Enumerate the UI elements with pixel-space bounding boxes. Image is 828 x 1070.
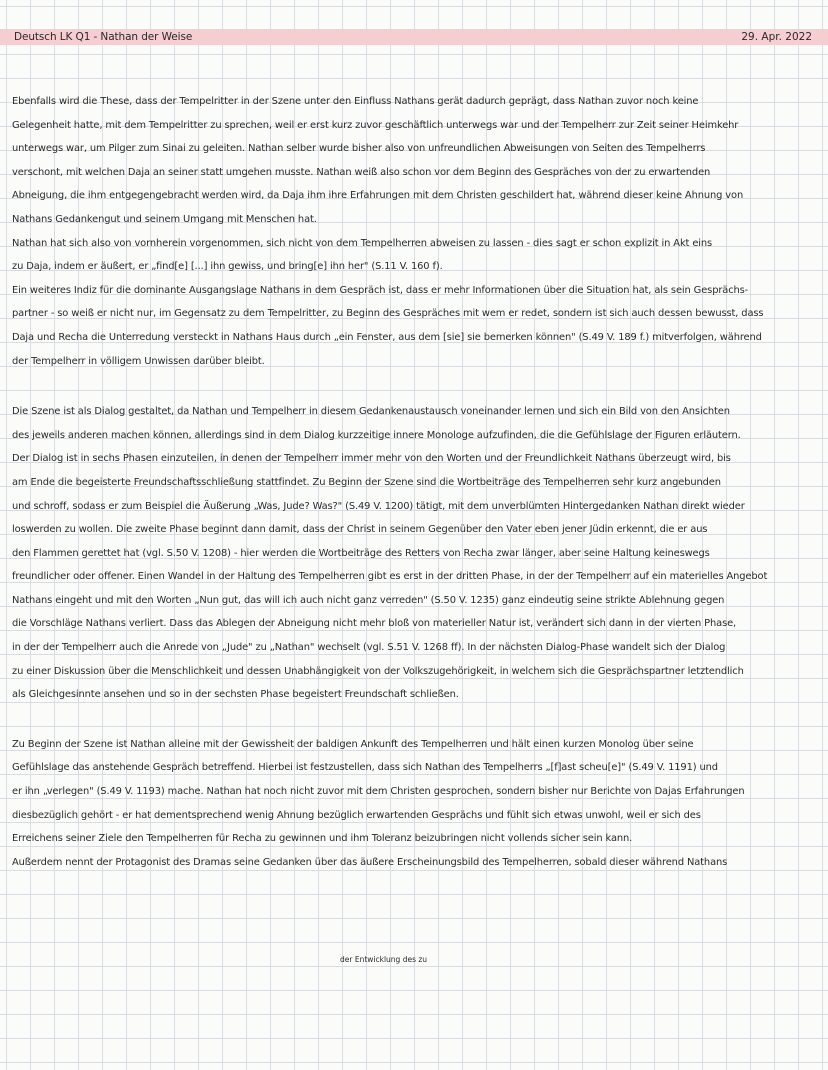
- text-line: Nathans Gedankengut und seinem Umgang mit Menschen hat.: [12, 213, 317, 225]
- text-line: Die Szene ist als Dialog gestaltet, da Nathan und Tempelherr in diesem Gedankenaustausch voneinander lernen und sich ein Bild von den Ansichten: [12, 406, 730, 418]
- text-line: der Tempelherr in völligem Unwissen darüber bleibt.: [12, 355, 265, 367]
- text-line: Daja und Recha die Unterredung versteckt in Nathans Haus durch „ein Fenster, aus dem [sie] sie bemerken können" (S.49 V. 189 f.) mitverfolgen, während: [12, 331, 762, 343]
- text-line: Der Dialog ist in sechs Phasen einzuteilen, in denen der Tempelherr immer mehr von den Worten und der Freundlichkeit Nathans überzeugt wird, bis: [12, 453, 731, 465]
- paragraph-gap: [12, 373, 818, 400]
- text-line: Erreichens seiner Ziele den Tempelherren für Recha zu gewinnen und ihm Toleranz beizubringen nicht vollends sicher sein kann.: [12, 833, 633, 845]
- text-line: verschont, mit welchen Daja an seiner statt umgehen musste. Nathan weiß also schon vor dem Beginn des Gespräches von der zu erwartenden: [12, 166, 711, 178]
- text-line: des jeweils anderen machen können, allerdings sind in dem Dialog kurzzeitige innere Monologe aufzufinden, die die Gefühlslage der Figuren erläutern.: [12, 429, 741, 441]
- paragraph: [12, 733, 818, 875]
- essay-body: [12, 90, 818, 874]
- paragraph: [12, 232, 818, 279]
- text-line: Zu Beginn der Szene ist Nathan alleine mit der Gewissheit der baldigen Ankunft des Tempelherren und hält einen kurzen Monolog über seine: [12, 738, 694, 750]
- text-line: zu einer Diskussion über die Menschlichkeit und dessen Unabhängigkeit von der Volkszugehörigkeit, in welchem sich die Gesprächspartner letztendlich: [12, 665, 744, 677]
- text-line: diesbezüglich gehört - er hat dementsprechend wenig Ahnung bezüglich erwartenden Gesprächs und fühlt sich etwas unwohl, weil er sich des: [12, 809, 701, 821]
- text-line: Ebenfalls wird die These, dass der Tempelritter in der Szene unter den Einfluss Nathans gerät dadurch geprägt, dass Nathan zuvor noch keine: [12, 96, 699, 107]
- text-line: Abneigung, die ihm entgegengebracht werden wird, da Daja ihm ihre Erfahrungen mit dem Christen geschildert hat, während dieser keine Ahnung von: [12, 190, 744, 202]
- text-line: Ein weiteres Indiz für die dominante Ausgangslage Nathans in dem Gespräch ist, dass er mehr Informationen über die Situation hat, als sein Gesprächs-: [12, 284, 749, 296]
- text-line: den Flammen gerettet hat (vgl. S.50 V. 1208) - hier werden die Wortbeiträge des Retters von Recha zwar länger, aber seine Haltung keineswegs: [12, 547, 710, 559]
- paragraph: [12, 279, 818, 373]
- text-line: als Gleichgesinnte ansehen und so in der sechsten Phase begeistert Freundschaft schließen.: [12, 689, 459, 701]
- paragraph: [12, 400, 818, 707]
- text-line: unterwegs war, um Pilger zum Sinai zu geleiten. Nathan selber wurde bisher also von unfreundlichen Abweisungen von Seiten des Tempelherrs: [12, 143, 706, 155]
- page-date: 29. Apr. 2022: [741, 31, 812, 43]
- text-line: freundlicher oder offener. Einen Wandel in der Haltung des Tempelherren gibt es erst in der dritten Phase, in der der Tempelherr auf ein materielles Angebot: [12, 571, 768, 583]
- text-line: partner - so weiß er nicht nur, im Gegensatz zu dem Tempelritter, zu Beginn des Gespräches mit wem er redet, sondern ist sich auch dessen bewusst, dass: [12, 308, 764, 320]
- text-line: zu Daja, indem er äußert, er „find[e] [...] ihn gewiss, und bring[e] ihn her" (S.11 V. 160 f).: [12, 261, 443, 273]
- text-line: Nathans eingeht und mit den Worten „Nun gut, das will ich auch nicht ganz verreden" (S.50 V. 1235) ganz eindeutig seine strikte Ablehnung gegen: [12, 594, 725, 606]
- paragraph-gap: [12, 707, 818, 733]
- text-line: Gelegenheit hatte, mit dem Tempelritter zu sprechen, weil er erst kurz zuvor geschäftlich unterwegs war und der Tempelherr zur Zeit seiner Heimkehr: [12, 119, 739, 131]
- text-line: Gefühlslage das anstehende Gespräch betreffend. Hierbei ist festzustellen, dass sich Nathan des Tempelherrs „[f]ast scheu[e]" (S.49 V. 1191) und: [12, 762, 718, 774]
- page-title: Deutsch LK Q1 - Nathan der Weise: [14, 31, 193, 43]
- text-line: loswerden zu wollen. Die zweite Phase beginnt dann damit, dass der Christ in seinem Gegenüber den Vater eben jener Jüdin erkennt, die er aus: [12, 524, 708, 536]
- text-line: Nathan hat sich also von vornherein vorgenommen, sich nicht von dem Tempelherren abweisen zu lassen - dies sagt er schon explizit in Akt eins: [12, 237, 713, 249]
- paragraph: [12, 90, 818, 232]
- text-line: die Vorschläge Nathans verliert. Dass das Ablegen der Abneigung nicht mehr bloß von materieller Natur ist, verändert sich dann in der vierten Phase,: [12, 618, 737, 630]
- text-line: er ihn „verlegen" (S.49 V. 1193) mache. Nathan hat noch nicht zuvor mit dem Christen gesprochen, sondern bisher nur Berichte von Dajas Erfahrungen: [12, 786, 745, 798]
- text-line: in der der Tempelherr auch die Anrede von „Jude" zu „Nathan" wechselt (vgl. S.51 V. 1268 ff). In der nächsten Dialog-Phase wandelt sich der Dialog: [12, 642, 726, 654]
- handwritten-insertion: der Entwicklung des zu: [340, 955, 428, 964]
- text-line: am Ende die begeisterte Freundschaftsschließung stattfindet. Zu Beginn der Szene sind die Wortbeiträge des Tempelherren sehr kurz angebunden: [12, 476, 721, 488]
- text-line: Außerdem nennt der Protagonist des Dramas seine Gedanken über das äußere Erscheinungsbild des Tempelherren, sobald dieser während Nathans: [12, 856, 728, 868]
- text-line: und schroff, sodass er zum Beispiel die Äußerung „Was, Jude? Was?" (S.49 V. 1200) tätigt, mit dem unverblümten Hintergedanken Nathan direkt wieder: [12, 500, 745, 512]
